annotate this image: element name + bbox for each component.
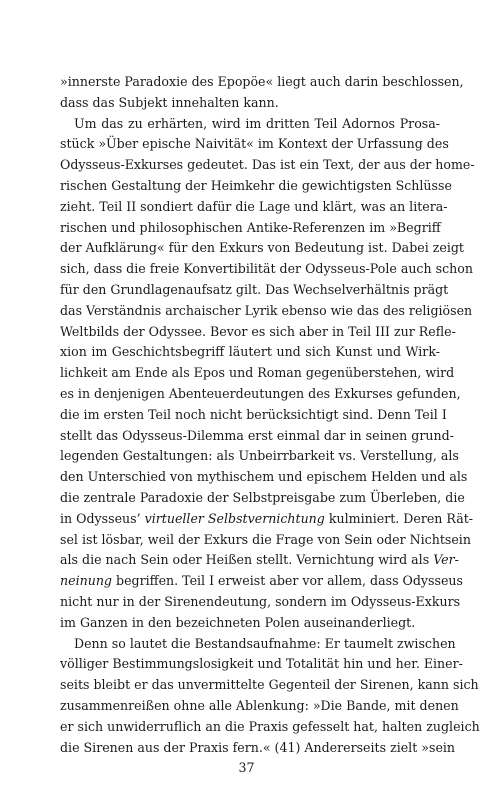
text-segment: sel ist lösbar, weil der Exkurs die Frage von Sein oder Nichtsein xyxy=(60,531,471,547)
text-segment: begriffen. Teil I erweist aber vor allem, dass Odysseus xyxy=(112,573,464,589)
text-line xyxy=(60,592,461,613)
text-segment: die Sirenen aus der Praxis fern.« (41) Andererseits zielt »sein xyxy=(60,739,456,755)
text-line xyxy=(60,446,459,467)
text-segment: stück »Über epische Naivität« im Kontext der Urfassung des xyxy=(60,136,449,152)
text-segment: dass das Subjekt innehalten kann. xyxy=(60,94,279,110)
text-segment: zusammenreißen ohne alle Ablenkung: »Die Bande, mit denen xyxy=(60,697,459,713)
italic-text: neinung xyxy=(60,573,112,589)
text-segment: die zentrale Paradoxie der Selbstpreisgabe zum Überleben, die xyxy=(60,489,465,505)
text-segment: legenden Gestaltungen: als Unbeirrbarkeit vs. Verstellung, als xyxy=(60,448,459,464)
text-line xyxy=(60,93,440,114)
text-line xyxy=(60,218,440,239)
text-segment: sich, dass die freie Konvertibilität der Odysseus-Pole auch schon xyxy=(60,261,473,277)
text-line xyxy=(60,280,449,301)
text-line xyxy=(60,238,464,259)
text-segment: rischen und philosophischen Antike-Referenzen im »Begriff xyxy=(60,219,441,235)
text-segment: xion im Geschichtsbegriff läutert und sich Kunst und Wirk- xyxy=(60,344,440,360)
text-segment: »innerste Paradoxie des Epopöe« liegt auch darin beschlossen, xyxy=(60,74,464,89)
text-line xyxy=(60,696,459,717)
text-line xyxy=(60,634,456,655)
italic-text: virtueller Selbstvernichtung xyxy=(144,510,325,526)
text-line xyxy=(60,155,475,176)
text-segment: im Ganzen in den bezeichneten Polen auseinanderliegt. xyxy=(60,614,416,630)
text-line xyxy=(60,675,479,696)
text-line xyxy=(60,301,473,322)
text-line xyxy=(60,550,459,571)
text-line xyxy=(60,72,464,93)
text-segment: er sich unwiderruflich an die Praxis gefesselt hat, halten zugleich xyxy=(60,718,480,734)
text-line xyxy=(60,197,448,218)
text-segment: der Aufklärung« für den Exkurs von Bedeutung ist. Dabei zeigt xyxy=(60,240,464,256)
text-line xyxy=(60,488,465,509)
text-segment: Weltbilds der Odyssee. Bevor es sich aber in Teil III zur Refle- xyxy=(60,323,456,339)
text-segment: stellt das Odysseus-Dilemma erst einmal dar in seinen grund- xyxy=(60,427,454,443)
text-line xyxy=(60,405,447,426)
body-text xyxy=(60,72,480,758)
text-line xyxy=(60,322,456,343)
text-segment: als die nach Sein oder Heißen stellt. Vernichtung wird als xyxy=(60,552,434,568)
text-segment: Denn so lautet die Bestandsaufnahme: Er taumelt zwischen xyxy=(74,635,456,651)
text-segment: Odysseus-Exkurses gedeutet. Das ist ein Text, der aus der home- xyxy=(60,157,475,173)
text-segment: rischen Gestaltung der Heimkehr die gewichtigsten Schlüsse xyxy=(60,177,452,193)
text-segment: Um das zu erhärten, wird im dritten Teil Adornos Prosa- xyxy=(74,115,440,131)
text-line xyxy=(60,384,461,405)
text-line xyxy=(60,717,480,738)
text-line xyxy=(60,176,452,197)
text-line xyxy=(60,259,473,280)
text-segment: zieht. Teil II sondiert dafür die Lage und klärt, was an litera- xyxy=(60,198,448,214)
text-segment: in Odysseus’ xyxy=(60,510,145,526)
text-segment: kulminiert. Deren Rät- xyxy=(324,510,474,526)
text-line xyxy=(60,738,456,759)
page-number: 37 xyxy=(238,760,255,775)
text-line xyxy=(60,654,463,675)
text-segment: die im ersten Teil noch nicht berücksichtigt sind. Denn Teil I xyxy=(60,406,447,422)
text-segment: lichkeit am Ende als Epos und Roman gegenüberstehen, wird xyxy=(60,365,455,381)
text-segment: den Unterschied von mythischem und epischem Helden und als xyxy=(60,469,468,485)
text-line xyxy=(60,114,440,135)
text-segment: seits bleibt er das unvermittelte Gegenteil der Sirenen, kann sich xyxy=(60,677,479,693)
text-line xyxy=(60,342,440,363)
italic-text: Ver- xyxy=(433,552,459,568)
text-line xyxy=(60,426,454,447)
text-line xyxy=(60,467,468,488)
text-line xyxy=(60,134,449,155)
text-line xyxy=(60,571,464,592)
text-segment: das Verständnis archaischer Lyrik ebenso wie das des religiösen xyxy=(60,302,473,318)
text-line xyxy=(60,363,455,384)
text-segment: nicht nur in der Sirenendeutung, sondern im Odysseus-Exkurs xyxy=(60,593,461,609)
text-line xyxy=(60,509,474,530)
text-line xyxy=(60,530,471,551)
text-segment: es in denjenigen Abenteuerdeutungen des Exkurses gefunden, xyxy=(60,385,461,401)
text-line xyxy=(60,613,440,634)
text-segment: für den Grundlagenaufsatz gilt. Das Wechselverhältnis prägt xyxy=(60,281,449,297)
text-segment: völliger Bestimmungslosigkeit und Totalität hin und her. Einer- xyxy=(60,656,463,672)
